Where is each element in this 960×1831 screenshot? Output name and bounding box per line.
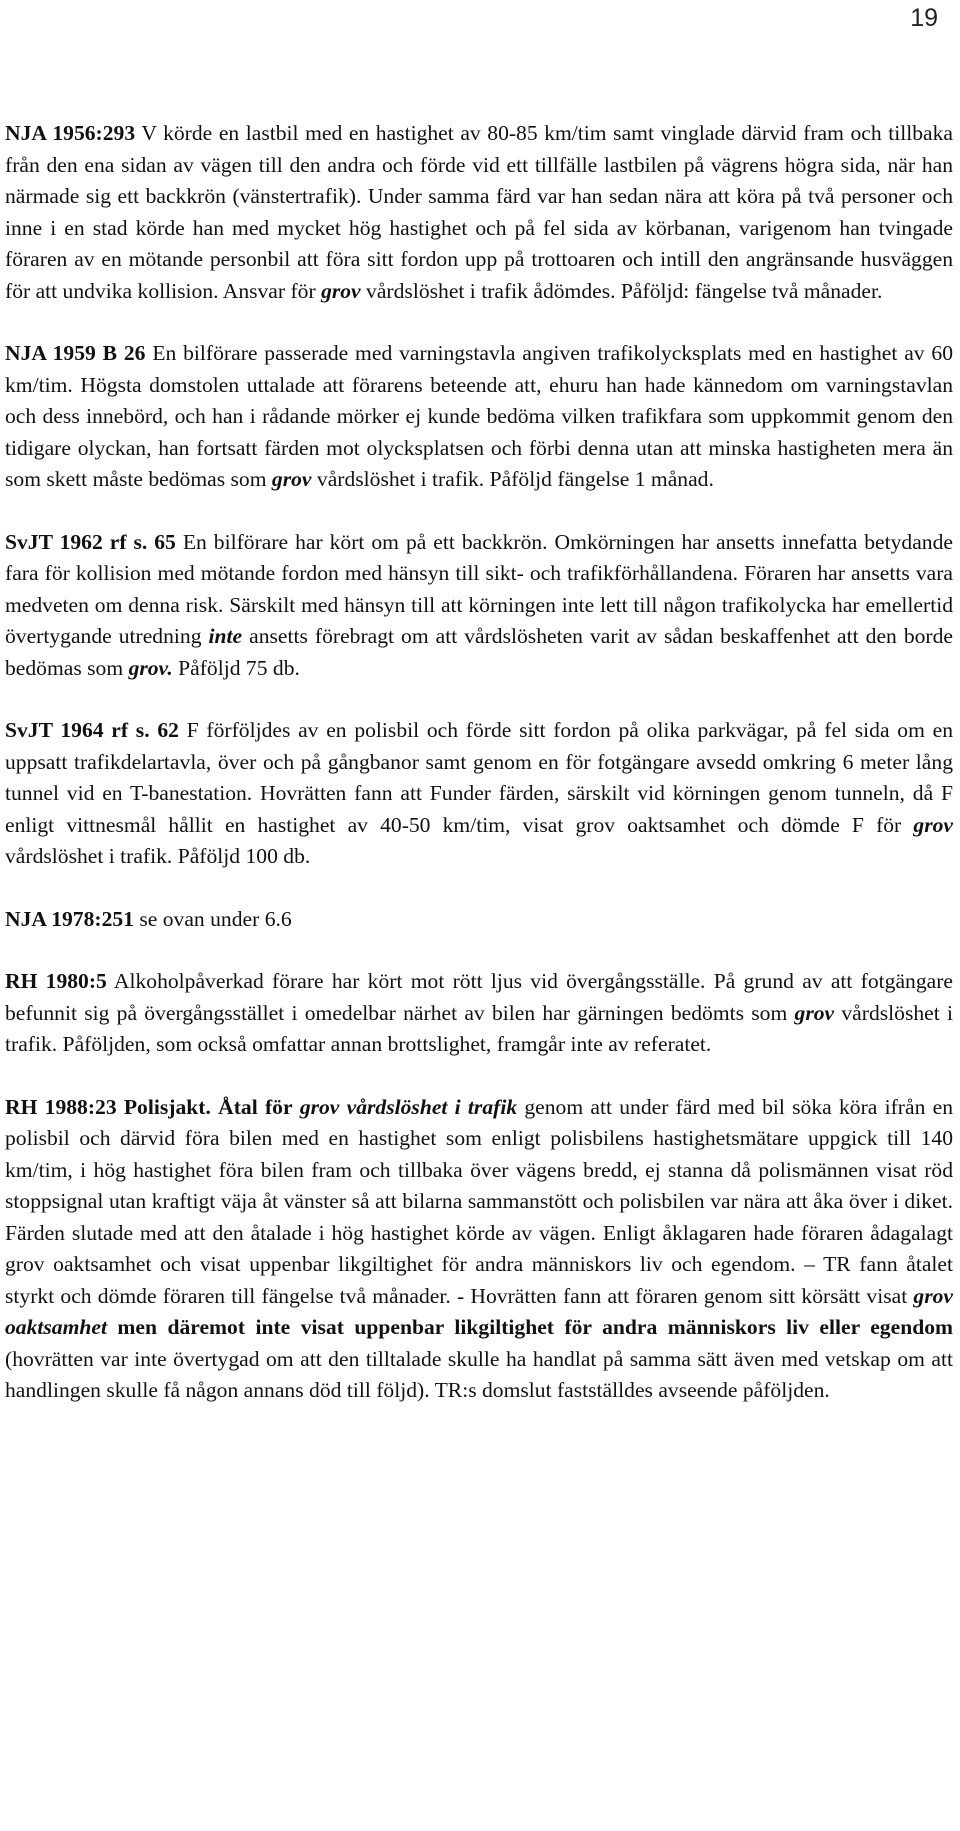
case-reference: SvJT 1964 rf s. 62 — [5, 718, 179, 742]
case-text: Alkoholpåverkad förare har kört mot rött ljus vid övergångsställe. På grund av att fotgängare befunnit sig på övergångsstället i omedelbar närhet av bilen har gärningen bedömts som — [5, 969, 953, 1025]
case-text: vårdslöshet i trafik ådömdes. Påföljd: fängelse två månader. — [360, 278, 883, 303]
case-text — [293, 1095, 300, 1119]
emphasis-text: Åtal för — [218, 1094, 293, 1119]
case-text: genom att under färd med bil söka köra ifrån en polisbil och därvid föra bilen med en hastighet som enligt polisbilens hastighetsmätare uppgick till 140 km/tim, i hög hastighet föra bilen fram och tillbaka över vägens bredd, ej stanna då polismännen visat röd stoppsignal utan kraftigt väja åt vänster så att bilarna sammanstött och polisbilen var nära att åka över i diket. Färden slutade med att den åtalade i hög hastighet körde av vägen. Enligt åklagaren hade föraren ådagalagt grov oaktsamhet och visat uppenbar likgiltighet för andra människors liv och egendom. – TR fann åtalet styrkt och dömde föraren till fängelse två månader. - Hovrätten fann att föraren genom sitt körsätt visat — [5, 1094, 954, 1308]
emphasis-text: grov — [794, 1000, 835, 1025]
case-text: ansetts förebragt om att vårdslösheten varit av sådan beskaffenhet att den borde bedömas som — [5, 624, 954, 680]
case-text: vårdslöshet i trafik. Påföljden, som också omfattar annan brottslighet, framgår inte av referatet. — [5, 1000, 953, 1056]
case-reference: RH 1980:5 — [5, 969, 107, 993]
case-entry — [5, 715, 953, 873]
emphasis-text: grov — [913, 812, 953, 837]
case-text: En bilförare har kört om på ett backkrön. Omkörningen har ansetts innefatta betydande fara för kollision med mötande fordon med hänsyn till sikt- och trafikförhållandena. Föraren har ansetts vara medveten om denna risk. Särskilt med hänsyn till att körningen inte lett till någon trafikolycka har emellertid övertygande utredning — [5, 529, 953, 648]
case-list — [5, 118, 953, 1438]
case-entry — [5, 1092, 953, 1407]
case-reference: NJA 1978:251 — [5, 906, 134, 931]
case-text: se ovan under 6.6 — [133, 906, 292, 931]
case-entry — [5, 527, 953, 685]
case-text: vårdslöshet i trafik. Påföljd 100 db. — [5, 844, 311, 868]
case-reference: NJA 1956:293 — [5, 121, 136, 145]
case-entry — [5, 118, 953, 307]
emphasis-text: men däremot inte visat uppenbar likgiltighet för andra människors liv eller egendom — [106, 1315, 953, 1339]
case-reference: RH 1988:23 Polisjakt. — [5, 1094, 211, 1119]
case-text: Påföljd 75 db. — [172, 655, 300, 680]
emphasis-text: grov — [321, 278, 361, 303]
case-text: En bilförare passerade med varningstavla angiven trafikolycksplats med en hastighet av 60 km/tim. Högsta domstolen uttalade att förarens beteende att, ehuru han hade kännedom om varningstavlan och dess innebörd, och han i rådande mörker ej kunde bedöma vilken trafikfara som uppkommit genom den tidigare olyckan, han fortsatt färden mot olycksplatsen och förbi denna utan att minska hastigheten mera än som skett måste bedömas som — [5, 341, 953, 491]
emphasis-text: grov — [271, 467, 312, 491]
case-entry — [5, 904, 953, 936]
emphasis-text: inte — [208, 624, 243, 648]
emphasis-text: grov. — [128, 655, 173, 680]
emphasis-text: grov oaktsamhet — [5, 1283, 953, 1339]
case-reference: SvJT 1962 rf s. 65 — [5, 529, 176, 554]
case-entry — [5, 338, 953, 496]
case-text: F förföljdes av en polisbil och förde sitt fordon på olika parkvägar, på fel sida om en uppsatt trafikdelartavla, över och på gångbanor samt genom en för fotgängare avsedd omkring 6 meter lång tunnel vid en T-banestation. Hovrätten fann att Funder färden, särskilt vid körningen genom tunneln, då F enligt vittnesmål hållit en hastighet av 40-50 km/tim, visat grov oaktsamhet och dömde F för — [5, 718, 953, 837]
case-entry — [5, 966, 953, 1061]
emphasis-text: grov vårdslöshet i trafik — [299, 1094, 518, 1119]
case-reference: NJA 1959 B 26 — [5, 341, 146, 365]
case-text: (hovrätten var inte övertygad om att den tilltalade skulle ha handlat på samma sätt även med vetskap om att handlingen skulle få någon annans död till följd). TR:s domslut fastställdes avseende påföljden. — [5, 1346, 953, 1402]
case-text: vårdslöshet i trafik. Påföljd fängelse 1 månad. — [311, 467, 714, 491]
page-number: 19 — [910, 4, 938, 32]
case-text: V körde en lastbil med en hastighet av 80-85 km/tim samt vinglade därvid fram och tillbaka från den ena sidan av vägen till den andra och förde vid ett tillfälle lastbilen på vägrens högra sida, när han närmade sig ett backkrön (vänstertrafik). Under samma färd var han sedan nära att köra på två personer och inne i en stad körde han med mycket hög hastighet och på fel sida av körbanan, varigenom han tvingade föraren av en mötande personbil att föra sitt fordon upp på trottoaren och intill den angränsande husväggen för att undvika kollision. Ansvar för — [5, 121, 953, 303]
